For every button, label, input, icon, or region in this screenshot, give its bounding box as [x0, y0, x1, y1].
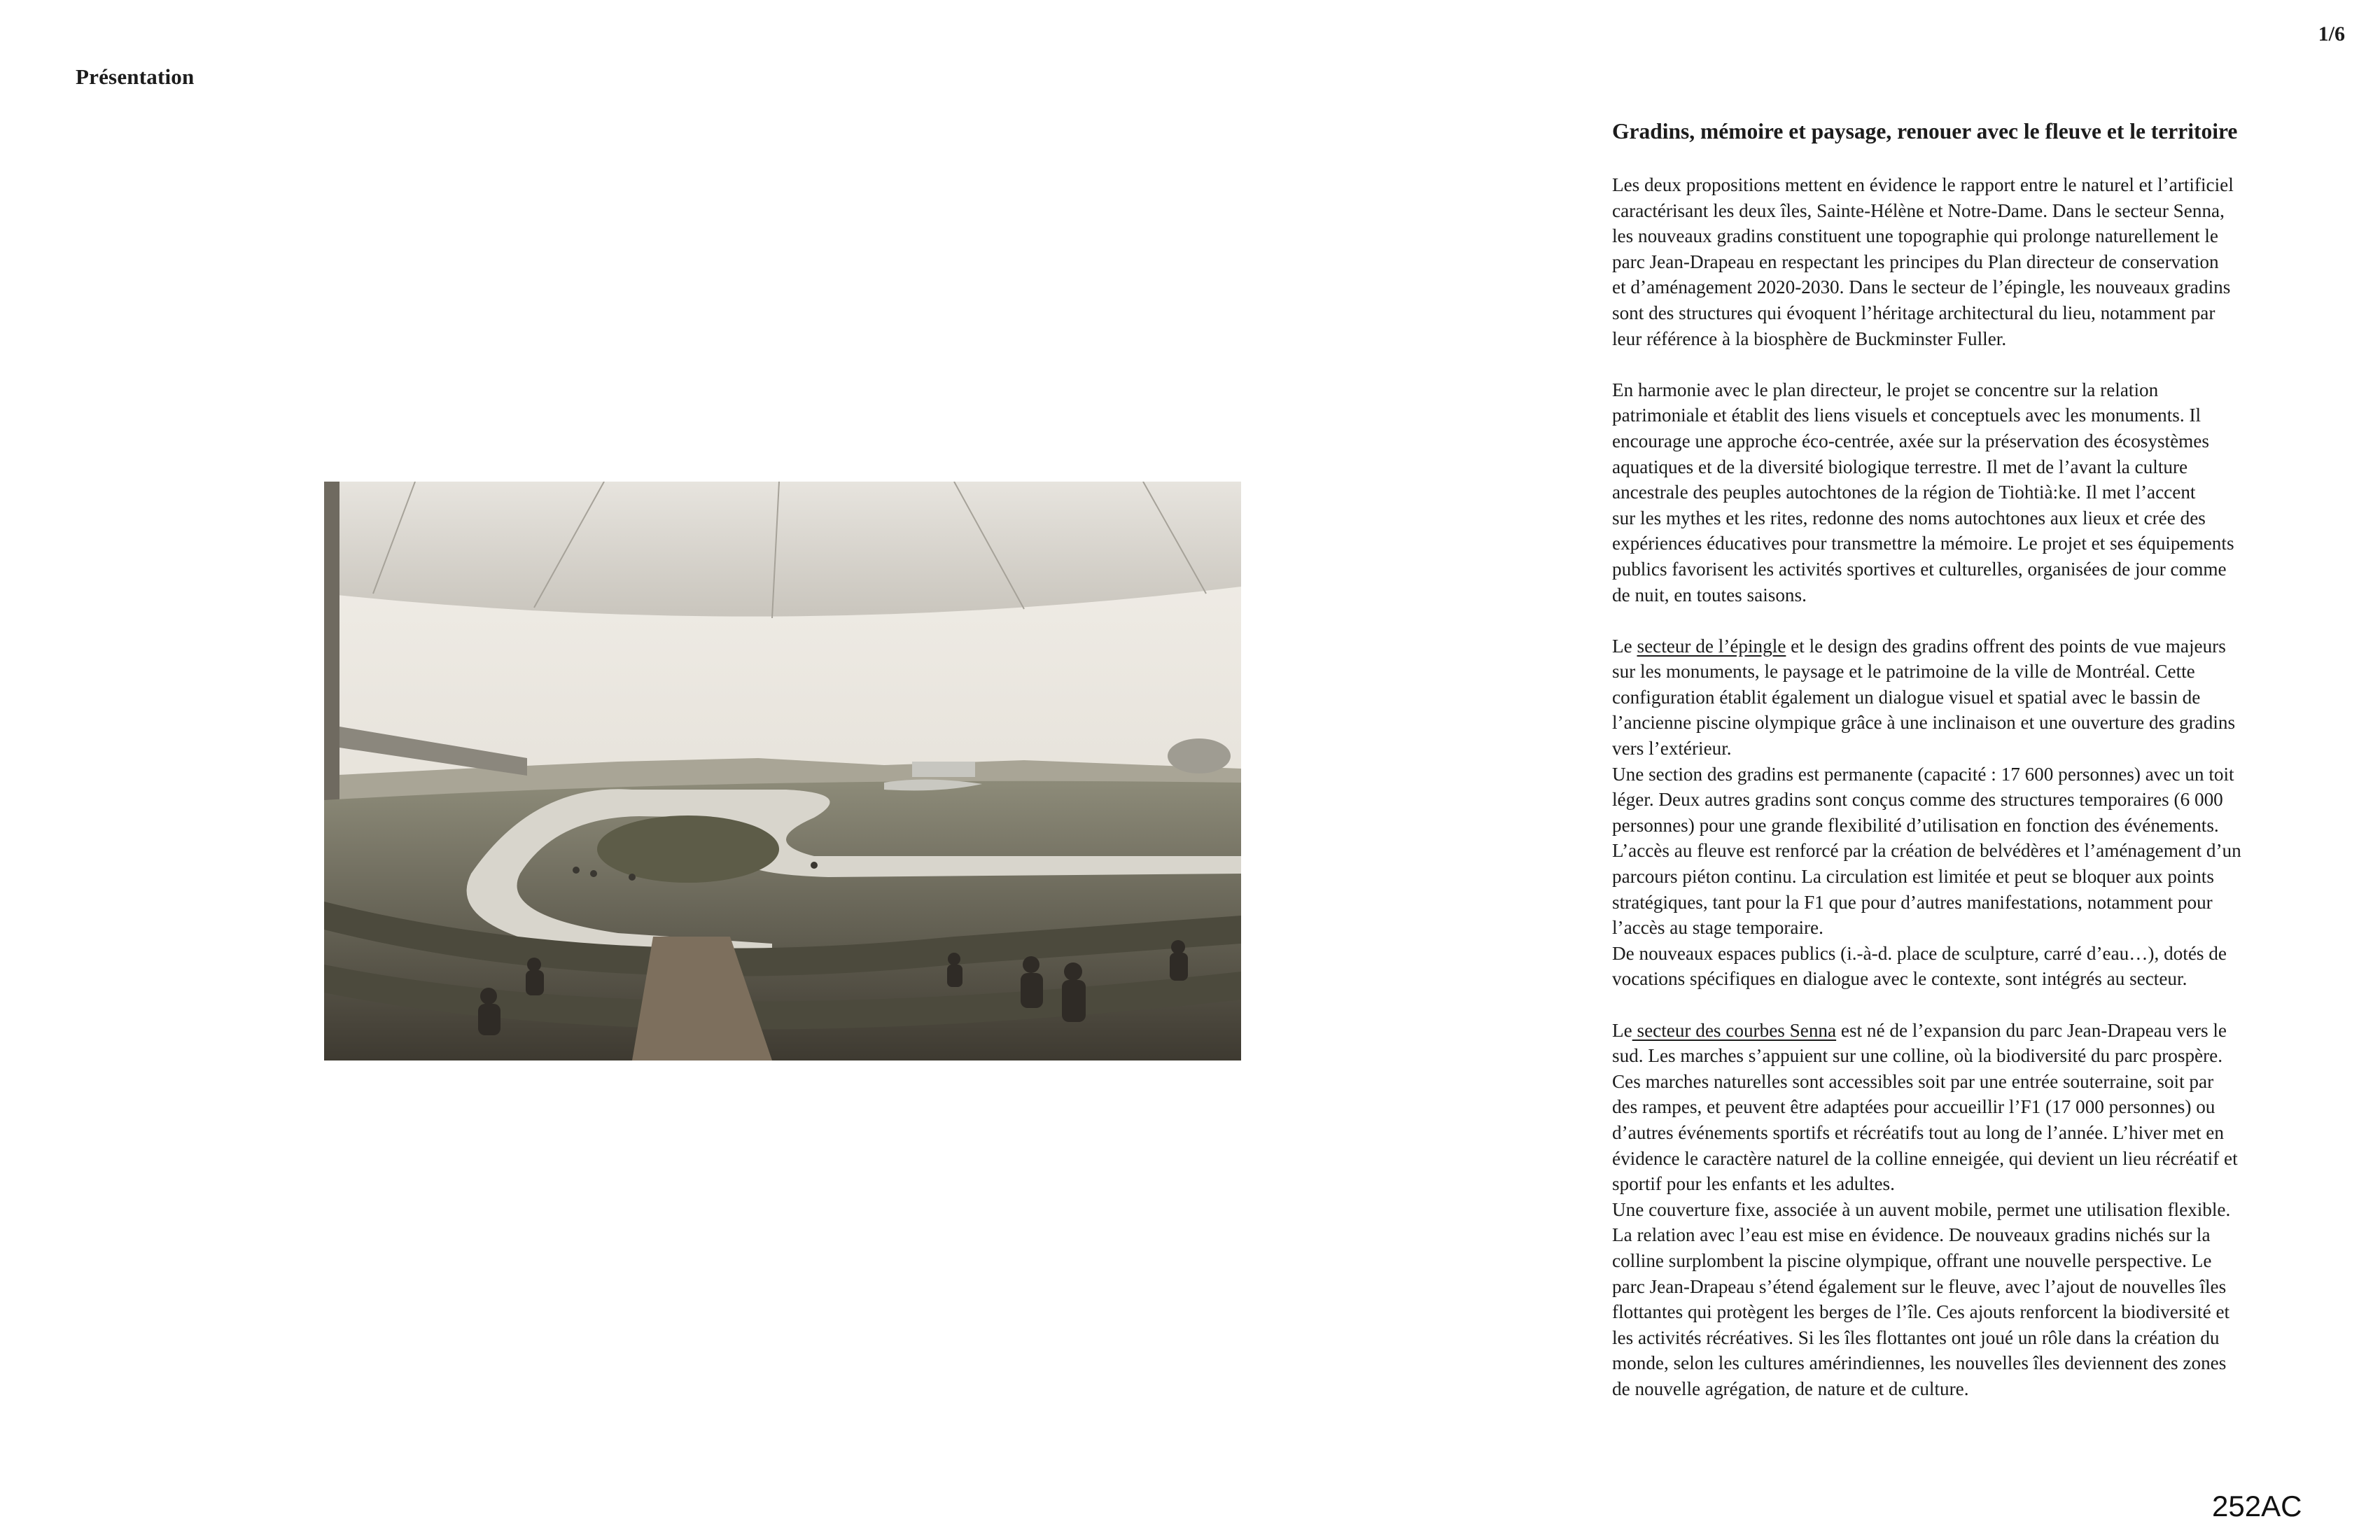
text-line: personnes) pour une grande flexibilité d’utilisation en fonction des événements.	[1612, 814, 2219, 836]
text-line: sur les monuments, le paysage et le patrimoine de la ville de Montréal. Cette	[1612, 661, 2195, 682]
render-illustration	[324, 482, 1241, 1060]
text-line: stratégiques, tant pour la F1 que pour d’autres manifestations, notamment pour	[1612, 891, 2213, 913]
text-line	[1612, 1018, 2319, 1044]
text-line: Ces marches naturelles sont accessibles soit par une entrée souterraine, soit par	[1612, 1070, 2214, 1092]
text-line: parc Jean-Drapeau en respectant les principes du Plan directeur de conservation	[1612, 251, 2219, 272]
text-line: et d’aménagement 2020-2030. Dans le secteur de l’épingle, les nouveaux gradins	[1612, 276, 2231, 298]
text-line: monde, selon les cultures amérindiennes, les nouvelles îles deviennent des zones	[1612, 1352, 2227, 1374]
paragraph-3	[1612, 634, 2319, 992]
text-line: configuration établit également un dialogue visuel et spatial avec le bassin de	[1612, 686, 2201, 708]
text-fragment: et le design des gradins offrent des points de vue majeurs	[1786, 635, 2226, 657]
link-secteur-courbes-senna[interactable]: secteur des courbes Senna	[1632, 1019, 1837, 1041]
text-line: parc Jean-Drapeau s’étend également sur le fleuve, avec l’ajout de nouvelles îles	[1612, 1275, 2227, 1297]
text-line: sportif pour les enfants et les adultes.	[1612, 1173, 1895, 1195]
text-line: L’accès au fleuve est renforcé par la création de belvédères et l’aménagement d’un	[1612, 840, 2241, 862]
text-line: sud. Les marches s’appuient sur une colline, où la biodiversité du parc prospère.	[1612, 1045, 2223, 1067]
text-line: colline surplombent la piscine olympique, offrant une nouvelle perspective. Le	[1612, 1250, 2212, 1271]
text-line: léger. Deux autres gradins sont conçus comme des structures temporaires (6 000	[1612, 789, 2223, 811]
text-line: flottantes qui protègent les berges de l’île. Ces ajouts renforcent la biodiversité et	[1612, 1301, 2230, 1323]
text-line: parcours piéton continu. La circulation est limitée et peut se bloquer aux points	[1612, 866, 2214, 888]
text-line: ancestrale des peuples autochtones de la région de Tiohtià:ke. Il met l’accent	[1612, 482, 2196, 503]
section-label: Présentation	[76, 64, 195, 89]
text-line: d’autres événements sportifs et récréatifs tout au long de l’année. L’hiver met en	[1612, 1121, 2224, 1143]
link-secteur-epingle[interactable]: secteur de l’épingle	[1637, 635, 1786, 657]
text-line: des rampes, et peuvent être adaptées pour accueillir l’F1 (17 000 personnes) ou	[1612, 1096, 2216, 1118]
text-fragment: est né de l’expansion du parc Jean-Drapeau vers le	[1836, 1019, 2227, 1041]
text-line: sur les mythes et les rites, redonne des noms autochtones aux lieux et crée des	[1612, 507, 2206, 528]
text-line: publics favorisent les activités sportives et culturelles, organisées de jour comme	[1612, 558, 2227, 580]
text-line: Une section des gradins est permanente (capacité : 17 600 personnes) avec un toit	[1612, 763, 2234, 785]
text-line: encourage une approche éco-centrée, axée sur la préservation des écosystèmes	[1612, 430, 2209, 451]
text-fragment: Le	[1612, 635, 1637, 657]
text-line: l’accès au stage temporaire.	[1612, 917, 1823, 939]
text-line: Une couverture fixe, associée à un auvent mobile, permet une utilisation flexible.	[1612, 1198, 2231, 1220]
text-line: aquatiques et de la diversité biologique terrestre. Il met de l’avant la culture	[1612, 456, 2188, 477]
text-fragment: Le	[1612, 1019, 1632, 1041]
text-line: patrimoniale et établit des liens visuels et conceptuels avec les monuments. Il	[1612, 405, 2202, 426]
text-line: expériences éducatives pour transmettre la mémoire. Le projet et ses équipements	[1612, 533, 2234, 554]
paragraph-1	[1612, 172, 2319, 351]
text-line: caractérisant les deux îles, Sainte-Hélène et Notre-Dame. Dans le secteur Senna,	[1612, 200, 2225, 221]
text-line: vers l’extérieur.	[1612, 738, 1732, 760]
paragraph-4	[1612, 1018, 2319, 1402]
article	[1612, 118, 2319, 1402]
project-code: 252AC	[2212, 1490, 2302, 1522]
text-line: leur référence à la biosphère de Buckminster Fuller.	[1612, 328, 2007, 349]
page-number: 1/6	[2318, 22, 2345, 46]
article-title: Gradins, mémoire et paysage, renouer avec le fleuve et le territoire	[1612, 119, 2238, 144]
stadium-render-image	[324, 482, 1241, 1060]
paragraph-2	[1612, 377, 2319, 608]
text-line: En harmonie avec le plan directeur, le projet se concentre sur la relation	[1612, 379, 2159, 400]
text-line	[1612, 634, 2319, 659]
text-line: les activités récréatives. Si les îles flottantes ont joué un rôle dans la création du	[1612, 1326, 2220, 1348]
text-line: évidence le caractère naturel de la colline enneigée, qui devient un lieu récréatif et	[1612, 1147, 2238, 1169]
text-line: de nuit, en toutes saisons.	[1612, 584, 1807, 606]
text-line: l’ancienne piscine olympique grâce à une inclinaison et une ouverture des gradins	[1612, 712, 2236, 734]
text-line: les nouveaux gradins constituent une topographie qui prolonge naturellement le	[1612, 225, 2218, 247]
text-line: sont des structures qui évoquent l’héritage architectural du lieu, notamment par	[1612, 302, 2216, 323]
text-line: La relation avec l’eau est mise en évidence. De nouveaux gradins nichés sur la	[1612, 1224, 2211, 1246]
text-line: Les deux propositions mettent en évidence le rapport entre le naturel et l’artificiel	[1612, 174, 2234, 195]
text-line: vocations spécifiques en dialogue avec le contexte, sont intégrés au secteur.	[1612, 968, 2188, 990]
text-line: de nouvelle agrégation, de nature et de culture.	[1612, 1378, 1969, 1399]
text-line: De nouveaux espaces publics (i.-à-d. place de sculpture, carré d’eau…), dotés de	[1612, 942, 2227, 964]
